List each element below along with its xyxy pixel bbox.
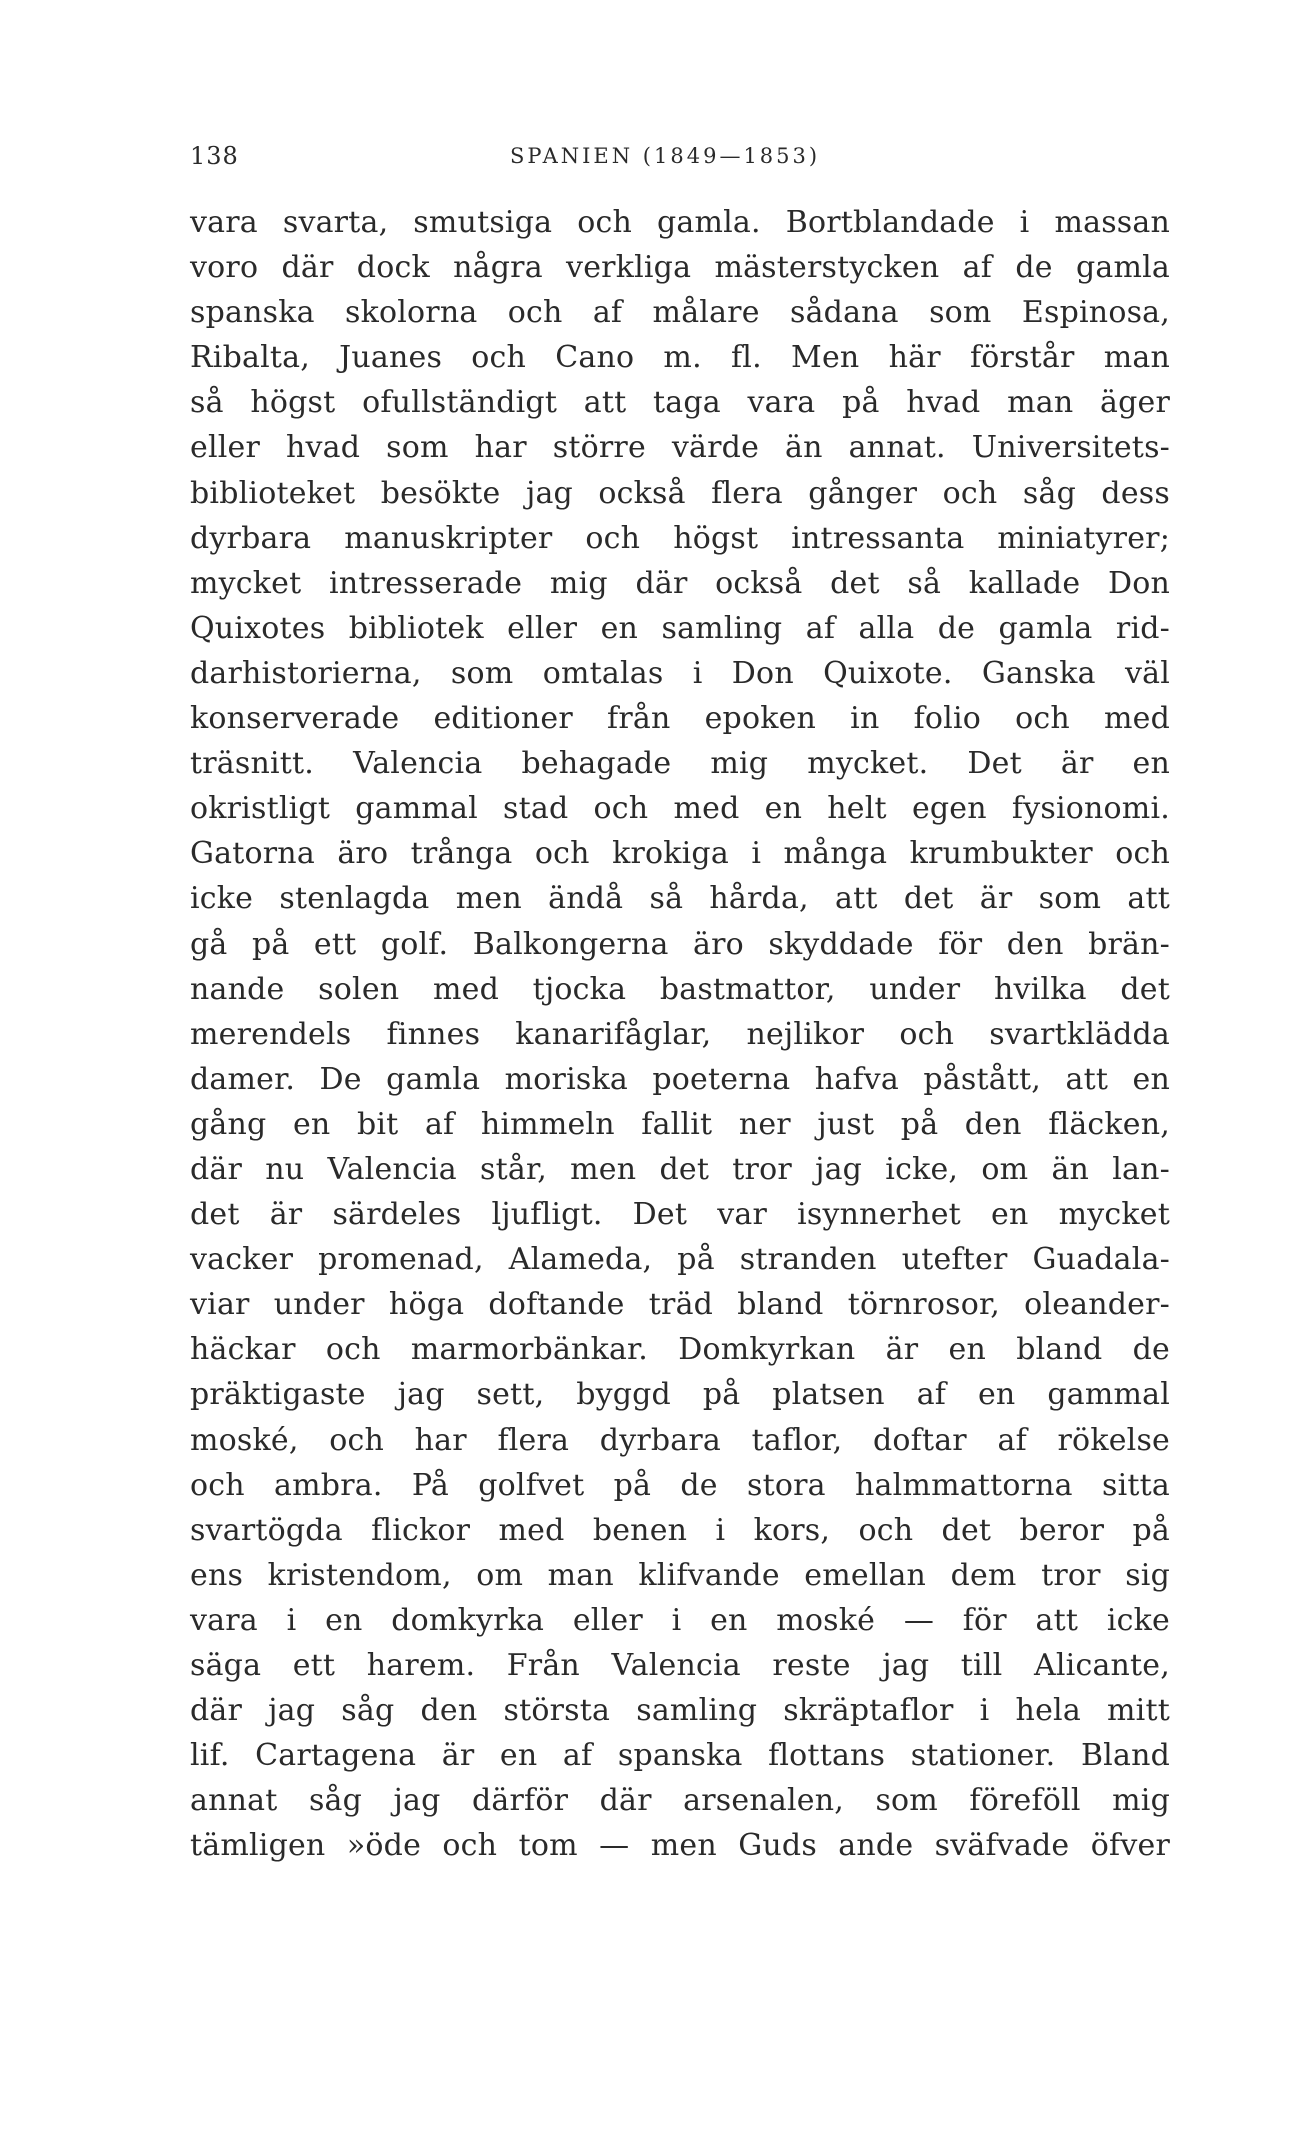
text-line: tämligen »öde och tom — men Guds ande sväfvade öfver (190, 1828, 1170, 1864)
text-line: spanska skolorna och af målare sådana som Espinosa, (190, 295, 1170, 331)
text-line: ens kristendom, om man klifvande emellan dem tror sig (190, 1557, 1170, 1593)
text-line: okristligt gammal stad och med en helt egen fysionomi. (190, 791, 1170, 827)
text-line: och ambra. På golfvet på de stora halmmattorna sitta (190, 1467, 1170, 1503)
text-line: merendels finnes kanarifåglar, nejlikor och svartklädda (190, 1016, 1170, 1052)
text-line: mycket intresserade mig där också det så kallade Don (190, 565, 1170, 601)
text-line: konserverade editioner från epoken in folio och med (190, 701, 1170, 737)
text-line: darhistorierna, som omtalas i Don Quixote. Ganska väl (190, 655, 1170, 691)
page-number: 138 (190, 142, 239, 170)
text-line: gång en bit af himmeln fallit ner just på den fläcken, (190, 1106, 1170, 1142)
text-line: damer. De gamla moriska poeterna hafva påstått, att en (190, 1061, 1170, 1097)
text-line: eller hvad som har större värde än annat. Universitets- (190, 430, 1170, 466)
running-head: SPANIEN (1849—1853) (510, 144, 821, 168)
text-line: viar under höga doftande träd bland törnrosor, oleander- (190, 1287, 1170, 1323)
text-line: präktigaste jag sett, byggd på platsen af en gammal (190, 1377, 1170, 1413)
text-line: gå på ett golf. Balkongerna äro skyddade för den brän- (190, 926, 1170, 962)
text-line: svartögda flickor med benen i kors, och det beror på (190, 1512, 1170, 1548)
text-line: moské, och har flera dyrbara taflor, doftar af rökelse (190, 1422, 1170, 1458)
text-line: icke stenlagda men ändå så hårda, att det är som att (190, 881, 1170, 917)
text-line: det är särdeles ljufligt. Det var isynnerhet en mycket (190, 1197, 1170, 1233)
text-line: vara svarta, smutsiga och gamla. Bortblandade i massan (190, 205, 1170, 240)
text-line: Ribalta, Juanes och Cano m. fl. Men här förstår man (190, 340, 1170, 376)
text-line: biblioteket besökte jag också flera gånger och såg dess (190, 475, 1170, 511)
text-line: annat såg jag därför där arsenalen, som föreföll mig (190, 1783, 1170, 1819)
text-line: vacker promenad, Alameda, på stranden utefter Guadala- (190, 1242, 1170, 1278)
text-line: lif. Cartagena är en af spanska flottans stationer. Bland (190, 1738, 1170, 1774)
text-line: häckar och marmorbänkar. Domkyrkan är en bland de (190, 1332, 1170, 1368)
text-line: Quixotes bibliotek eller en samling af alla de gamla rid- (190, 610, 1170, 646)
text-line: så högst ofullständigt att taga vara på hvad man äger (190, 385, 1170, 421)
body-text (190, 200, 1170, 1868)
page-header (190, 142, 1170, 178)
text-line: voro där dock några verkliga mästerstycken af de gamla (190, 250, 1170, 286)
text-line: nande solen med tjocka bastmattor, under hvilka det (190, 971, 1170, 1007)
text-line: Gatorna äro trånga och krokiga i många krumbukter och (190, 836, 1170, 872)
text-line: dyrbara manuskripter och högst intressanta miniatyrer; (190, 520, 1170, 556)
text-line: där nu Valencia står, men det tror jag icke, om än lan- (190, 1151, 1170, 1187)
text-line: säga ett harem. Från Valencia reste jag till Alicante, (190, 1648, 1170, 1683)
text-line: träsnitt. Valencia behagade mig mycket. Det är en (190, 746, 1170, 782)
text-line: vara i en domkyrka eller i en moské — för att icke (190, 1602, 1170, 1638)
text-line: där jag såg den största samling skräptaflor i hela mitt (190, 1693, 1170, 1729)
